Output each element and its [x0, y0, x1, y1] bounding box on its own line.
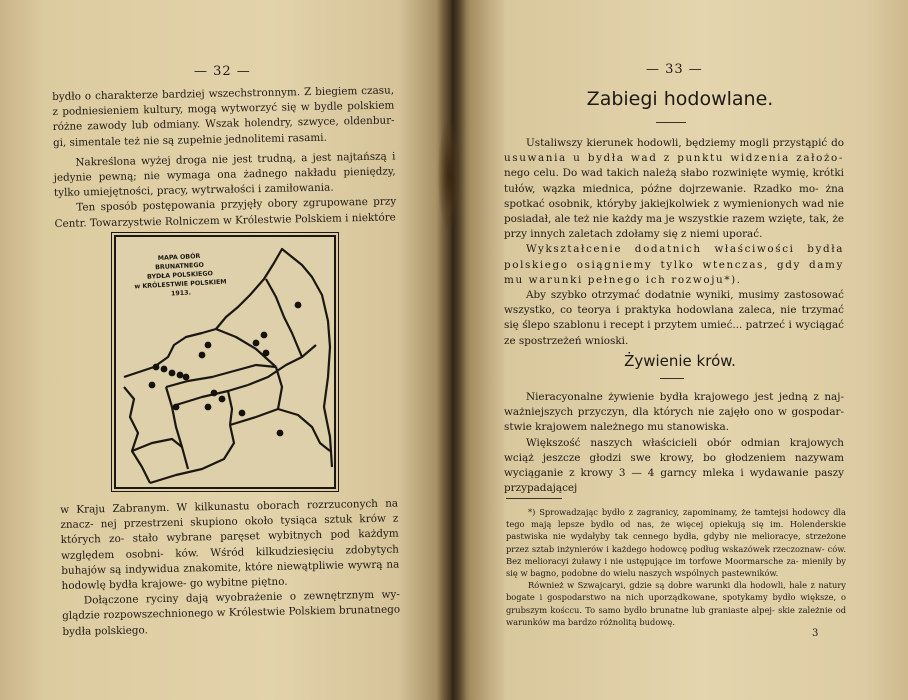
- book-gutter: [436, 0, 466, 700]
- paragraph: Dołączone ryciny dają wyobrażenie o zewnętrznym wy- glądzie rozpowszechnionego w Królestwie Polskiem brunatnego bydła polskiego.: [62, 588, 401, 638]
- subheading-rule: [660, 378, 684, 379]
- map-title: MAPA OBÓR BRUNATNEGO BYDŁA POLSKIEGO w KRÓLESTWIE POLSKIEM 1913.: [134, 252, 227, 298]
- herd-location-marker: [161, 366, 168, 373]
- heading-rule: [656, 122, 686, 123]
- herd-location-marker: [173, 404, 180, 411]
- paragraph: bydło o charakterze bardziej wszechstronnym. Z biegiem czasu, z podniesieniem kultury, mogą wytworzyć się w bydle polskiem różne zawody lub odmiany. Wszak holendry, szwyce, oldenbur- gi, simentale też nie są zupełnie jednolitemi rasami.: [52, 84, 395, 149]
- herd-location-marker: [211, 390, 218, 397]
- map-drawing: [116, 237, 334, 487]
- left-text-bottom: [60, 497, 401, 640]
- herd-location-marker: [199, 352, 206, 359]
- right-text-feeding: [504, 390, 844, 496]
- paragraph: Większość naszych właścicieli obór odmian krajowych wciąż jeszcze głodzi swe krowy, bo głodzeniem nazywam wyciąganie z krowy 3 — 4 garncy mleka i wydawanie paszy przypadającej: [504, 436, 844, 495]
- right-text-main: [504, 136, 844, 349]
- footnote-text: *) Sprowadzając bydło z zagranicy, zapominamy, że tamtejsi hodowcy dla tego mają lepsze bydło od nas, że więcej opiekują się im. Holenderskie pastwiska nie wydałyby tak cennego bydła, gdyby nie melioracye, strzeżone przez sztab inżynierów i każdego hodowcę podług wskazówek rzeczoznaw- ców. Bez melioracyi żuławy i nie ustępujące im torfowe Moormarsche za- mieniły by się w bagno, podobne do wielu naszych wspólnych pastewników.: [506, 507, 847, 579]
- paragraph: Ten sposób postępowania przyjęły obory zgrupowane przy Centr. Towarzystwie Rolniczem w Królestwie Polskiem i niektóre: [54, 195, 397, 230]
- herd-location-marker: [205, 342, 212, 349]
- left-page: [0, 0, 452, 700]
- herd-location-marker: [177, 372, 184, 379]
- map-region-line: [166, 387, 188, 469]
- cattle-herd-map: [114, 235, 336, 489]
- herd-location-marker: [219, 396, 226, 403]
- map-border: [124, 387, 150, 483]
- right-page: [452, 0, 908, 700]
- herd-location-marker: [277, 430, 284, 437]
- footnote: [506, 506, 846, 628]
- printer-signature-mark: 3: [812, 628, 819, 639]
- herd-location-marker: [169, 370, 176, 377]
- map-border: [150, 425, 234, 483]
- map-border: [124, 367, 154, 377]
- page-stain: [438, 120, 460, 230]
- herd-location-marker: [183, 374, 190, 381]
- footnote-text: Również w Szwajcaryi, gdzie są dobre warunki dla hodowli, hale z natury bogate i gospodarstwo na nich uporządkowane, spotykamy bydło większe, o grubszym kośccu. To samo bydło brunatne lub graniaste alpej- skie zależnie od warunków ma bardzo różnolitą budowę.: [506, 580, 847, 627]
- herd-location-marker: [295, 302, 302, 309]
- page-number-right: — 33 —: [646, 62, 703, 77]
- paragraph: Aby szybko otrzymać dodatnie wyniki, musimy zastosować wszystko, co teorya i praktyka hodowlana zaleca, nie trzymać się ślepo szablonu i recept i przytem umieć... patrzeć i wyciągać ze spostrzeżeń wnioski.: [504, 289, 844, 347]
- herd-location-marker: [253, 340, 260, 347]
- left-text-top: [52, 83, 397, 231]
- chapter-heading: Zabiegi hodowlane.: [586, 88, 774, 110]
- herd-location-marker: [153, 364, 160, 371]
- paragraph: w Kraju Zabranym. W kilkunastu oborach rozrzuconych na znacz- nej przestrzeni skupiono około tysiąca sztuk krów z których zo- stało wybrane paręset wybitnych pod każdym względem osobni- ków. Wśród kilkudziesięciu zdobytych buhajów są indywidua znakomite, które niewątpliwie wywrą na hodowlę bydła krajowe- go wybitne piętno.: [60, 497, 400, 592]
- paragraph: Nakreślona wyżej droga nie jest trudną, a jest najtańszą i jedynie pewną; nie wymaga ona żadnego nakładu pieniędzy, tylko umiejętności, pracy, wytrwałości i zamiłowania.: [53, 150, 396, 200]
- emphasized-paragraph: Wykształcenie dodatnich właściwości bydła polskiego osiągniemy tylko wtenczas, gdy damy mu warunki pełnego ich rozwoju*).: [504, 243, 844, 286]
- page-number-left: — 32 —: [194, 64, 251, 79]
- map-region-line: [228, 391, 232, 425]
- herd-location-marker: [239, 410, 246, 417]
- herd-location-marker: [149, 382, 156, 389]
- map-border: [154, 249, 332, 467]
- herd-location-marker: [205, 404, 212, 411]
- paragraph: Ustaliwszy kierunek hodowli, będziemy mogli przystąpić do usuwania u bydła wad z punktu widzenia założo- nego celu. Do wad takich należą słabo rozwinięte wymię, krótki tułów, wązka miednica, późne dojrzewanie. Rzadko mo- żna spotkać osobnik, któryby jakiejkolwiek z wymienionych wad nie posiadał, ale też nie każdy ma je wszystkie razem wzięte, tak, że przy innych zaletach zdołamy się z niemi uporać.: [504, 137, 844, 241]
- paragraph: Nieracyonalne żywienie bydła krajowego jest jedną z naj- ważniejszych przyczyn, dla których nie zajęło ono w gospodar- stwie krajowem należnego mu stanowiska.: [504, 391, 844, 434]
- map-region-line: [276, 367, 282, 409]
- herd-location-marker: [263, 350, 270, 357]
- map-region-line: [132, 439, 182, 451]
- herd-location-marker: [261, 332, 268, 339]
- map-region-line: [266, 279, 302, 357]
- section-subheading: Żywienie krów.: [624, 352, 736, 370]
- footnote-rule: [506, 498, 562, 499]
